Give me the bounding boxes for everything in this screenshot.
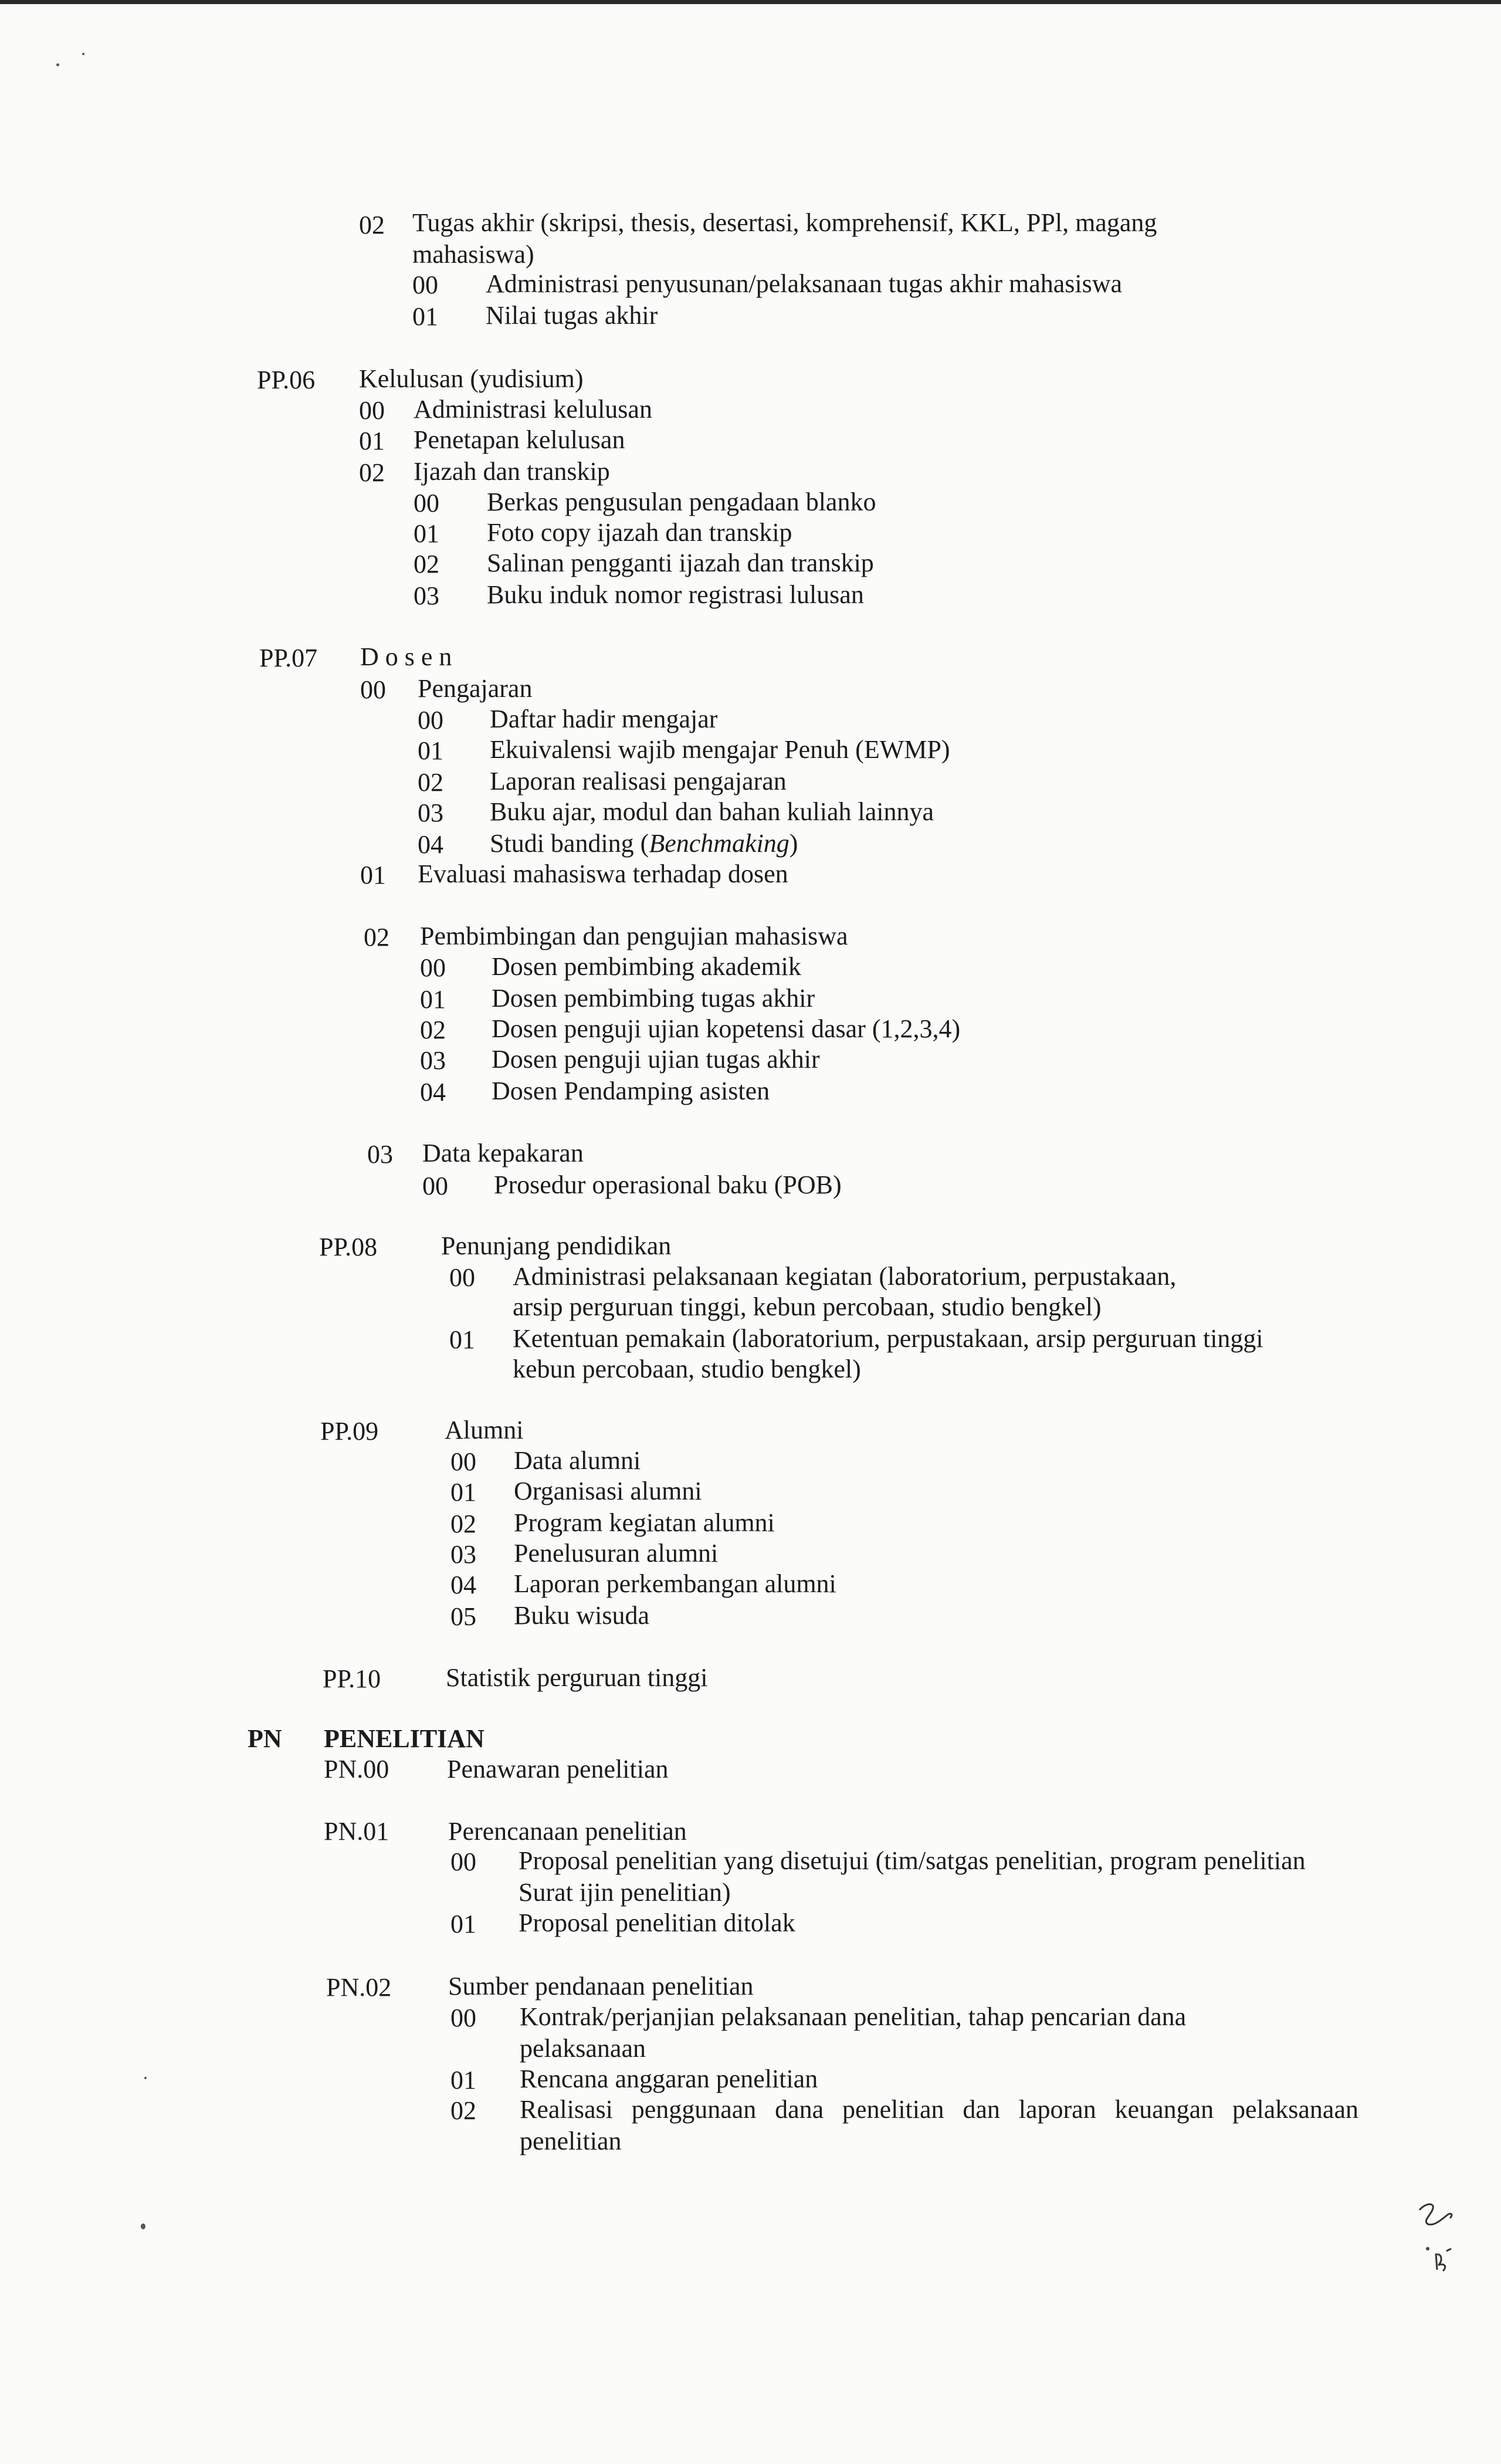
item-text: Dosen penguji ujian kopetensi dasar (1,2,3,4): [492, 1014, 961, 1043]
item-text: Dosen Pendamping asisten: [492, 1077, 770, 1105]
item-code: 02: [450, 1509, 476, 1538]
item-code: 00: [414, 489, 439, 517]
item-text: Prosedur operasional baku (POB): [494, 1170, 842, 1199]
item-code: 00: [412, 270, 438, 299]
section-code: PP.07: [259, 644, 318, 672]
section-code: PP.06: [257, 365, 316, 394]
section-title: Sumber pendanaan penelitian: [448, 1972, 754, 2001]
chapter-code: PN: [248, 1724, 282, 1753]
item-text: Data kepakaran: [422, 1139, 584, 1167]
item-code: 00: [359, 396, 385, 425]
item-code: 01: [449, 1325, 475, 1354]
item-text-main: Studi banding (: [490, 829, 649, 858]
item-text: Dosen pembimbing akademik: [492, 952, 801, 981]
item-code: 01: [359, 427, 385, 455]
item-text: Kontrak/perjanjian pelaksanaan penelitian, tahap pencarian dana: [520, 2002, 1187, 2031]
item-code: 02: [420, 1016, 446, 1044]
item-code: 00: [360, 675, 386, 704]
item-text-continued: arsip perguruan tinggi, kebun percobaan, studio bengkel): [513, 1292, 1102, 1321]
item-text: Ijazah dan transkip: [414, 457, 610, 486]
section-code: PN.01: [324, 1817, 389, 1846]
item-code: 01: [450, 2066, 476, 2094]
item-code: 04: [450, 1571, 476, 1599]
item-text: Organisasi alumni: [514, 1477, 702, 1505]
section-title: D o s e n: [360, 642, 452, 671]
item-text: Ekuivalensi wajib mengajar Penuh (EWMP): [490, 735, 950, 764]
scan-speck: [82, 53, 84, 55]
item-text: Buku induk nomor registrasi lulusan: [487, 580, 864, 609]
item-code: 02: [359, 211, 385, 239]
item-text: Administrasi pelaksanaan kegiatan (laboratorium, perpustakaan,: [513, 1262, 1177, 1291]
item-code: 02: [364, 923, 389, 952]
item-code: 01: [420, 985, 446, 1014]
scan-speck: [144, 2077, 147, 2079]
item-code: 00: [450, 2003, 476, 2032]
item-text: Proposal penelitian ditolak: [519, 1908, 795, 1937]
item-text: Proposal penelitian yang disetujui (tim/satgas penelitian, program penelitian: [519, 1846, 1306, 1875]
item-text: Foto copy ijazah dan transkip: [487, 518, 792, 547]
item-code: 01: [418, 736, 443, 765]
item-text: Dosen pembimbing tugas akhir: [492, 984, 815, 1013]
item-text-close: ): [789, 829, 798, 858]
section-code: PP.08: [319, 1233, 378, 1261]
item-text: Buku ajar, modul dan bahan kuliah lainnya: [490, 797, 934, 826]
item-text: Laporan realisasi pengajaran: [490, 767, 787, 796]
item-code: 00: [418, 706, 443, 735]
item-code: 00: [450, 1447, 476, 1476]
item-text: [490, 828, 798, 859]
item-code: 03: [450, 1540, 476, 1569]
item-code: 01: [414, 519, 439, 548]
item-text: Ketentuan pemakain (laboratorium, perpustakaan, arsip perguruan tinggi: [513, 1324, 1263, 1353]
section-code: PP.10: [323, 1664, 381, 1693]
section-title: Statistik perguruan tinggi: [446, 1663, 708, 1692]
item-code: 00: [449, 1263, 475, 1292]
item-text-continued: penelitian: [520, 2127, 622, 2155]
item-code: 02: [418, 768, 443, 797]
item-text: Realisasi penggunaan dana penelitian dan laporan keuangan pelaksanaan: [520, 2095, 1358, 2124]
item-code: 01: [450, 1478, 476, 1507]
item-text-continued: mahasiswa): [412, 240, 534, 269]
section-code: PN.02: [326, 1973, 392, 2002]
scan-speck: [141, 2223, 145, 2229]
item-code: 02: [359, 458, 385, 487]
item-text: Laporan perkembangan alumni: [514, 1569, 836, 1598]
handwritten-initials: [1415, 2197, 1462, 2285]
item-text-continued: kebun percobaan, studio bengkel): [513, 1355, 861, 1383]
item-text: Administrasi penyusunan/pelaksanaan tugas akhir mahasiswa: [486, 269, 1123, 298]
item-text: Nilai tugas akhir: [486, 301, 658, 330]
item-code: 03: [418, 798, 443, 827]
item-text: Program kegiatan alumni: [514, 1508, 775, 1537]
item-code: 01: [412, 302, 438, 331]
item-text: Data alumni: [514, 1446, 641, 1475]
item-text-italic: Benchmaking: [649, 829, 790, 858]
scan-top-border: [0, 0, 1501, 4]
item-code: 02: [414, 550, 439, 578]
section-title: Penawaran penelitian: [447, 1755, 669, 1783]
item-text: Salinan pengganti ijazah dan transkip: [487, 549, 874, 577]
item-code: 03: [367, 1140, 393, 1169]
item-code: 00: [420, 953, 446, 982]
section-title: Alumni: [445, 1416, 524, 1444]
item-text: Berkas pengusulan pengadaan blanko: [487, 488, 876, 516]
item-code: 02: [450, 2096, 476, 2125]
section-title: Penunjang pendidikan: [441, 1231, 672, 1260]
item-text-continued: Surat ijin penelitian): [519, 1878, 731, 1907]
item-code: 00: [450, 1847, 476, 1876]
item-code: 03: [414, 581, 439, 610]
item-text: Evaluasi mahasiswa terhadap dosen: [418, 859, 788, 888]
item-text: Buku wisuda: [514, 1601, 649, 1630]
section-code: PP.09: [320, 1417, 379, 1446]
item-text: Administrasi kelulusan: [414, 395, 652, 424]
item-text: Tugas akhir (skripsi, thesis, desertasi, komprehensif, KKL, PPl, magang: [412, 208, 1157, 237]
item-code: 05: [450, 1602, 476, 1631]
item-text: Rencana anggaran penelitian: [520, 2064, 818, 2093]
item-code: 01: [450, 1910, 476, 1938]
section-title: Perencanaan penelitian: [448, 1817, 687, 1846]
item-text: Pembimbingan dan pengujian mahasiswa: [420, 922, 848, 950]
scan-speck: [56, 63, 59, 66]
item-code: 03: [420, 1046, 446, 1075]
item-code: 04: [418, 830, 443, 859]
item-text: Daftar hadir mengajar: [490, 705, 718, 733]
section-code: PN.00: [324, 1755, 389, 1783]
item-text-continued: pelaksanaan: [520, 2034, 646, 2063]
item-text: Pengajaran: [418, 674, 533, 703]
item-code: 01: [360, 861, 386, 889]
item-code: 04: [420, 1078, 446, 1106]
item-text: Penelusuran alumni: [514, 1539, 719, 1568]
item-text: Penetapan kelulusan: [414, 425, 625, 454]
chapter-title: PENELITIAN: [324, 1724, 484, 1753]
item-code: 00: [422, 1172, 448, 1200]
item-text: Dosen penguji ujian tugas akhir: [492, 1045, 820, 1074]
section-title: Kelulusan (yudisium): [359, 364, 584, 393]
